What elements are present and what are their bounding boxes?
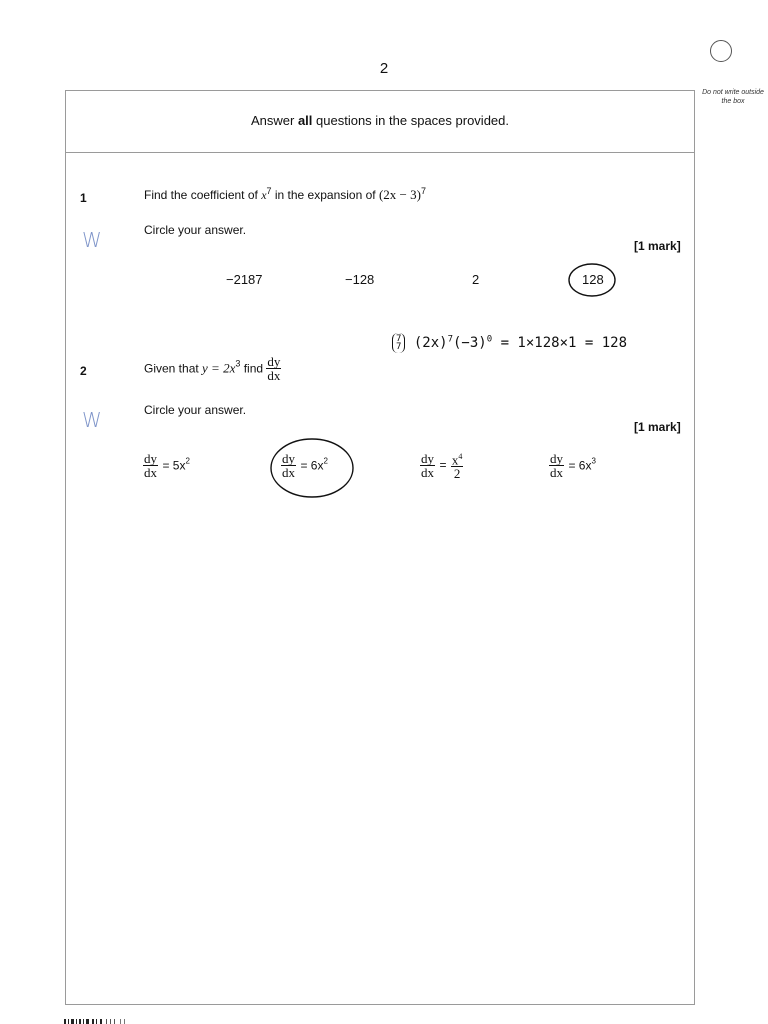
instruction-text-end: questions in the spaces provided.	[312, 113, 509, 128]
question-2-number: 2	[80, 364, 87, 378]
q1-option-a[interactable]: −2187	[226, 272, 263, 287]
q1-expression: (2x − 3)	[378, 187, 421, 202]
q1-variable: x	[261, 188, 267, 202]
q1-grader-mark: W	[82, 228, 102, 252]
question-1-number: 1	[80, 191, 87, 205]
q2-equation: y = 2x	[202, 360, 236, 376]
instructions	[65, 113, 695, 128]
binomial-top: 7	[396, 334, 402, 344]
q2-option-c[interactable]: $\frac{dy}{dx}$ = $\frac{x^4}{2}$	[421, 450, 463, 482]
q2-marks: [1 mark]	[634, 420, 681, 434]
q1-option-b[interactable]: −128	[345, 272, 375, 287]
q2-option-a[interactable]: $\frac{dy}{dx}$ = $5x^2$	[144, 451, 190, 480]
q1-answer-circle	[566, 261, 618, 299]
instruction-text-bold: all	[297, 113, 313, 128]
q2-circle-instruction: Circle your answer.	[144, 403, 247, 417]
q1-text-mid: in the expansion of	[271, 188, 379, 202]
question-2-text	[144, 355, 281, 382]
q1-option-d[interactable]: 128	[582, 272, 604, 287]
corner-circle-icon	[710, 40, 732, 62]
q2-answer-circle	[268, 436, 356, 500]
q1-circle-instruction: Circle your answer.	[144, 223, 247, 237]
q2-grader-mark: W	[82, 408, 102, 432]
instruction-text-start: Answer	[250, 113, 298, 128]
q1-option-c[interactable]: 2	[472, 272, 480, 287]
q1-handwritten-working: 7 7 $(2x)^7(-3)^0 = 1\times 128\times 1 = 128$	[392, 333, 627, 353]
q2-option-b[interactable]: $\frac{dy}{dx}$ = $6x^2$	[282, 451, 328, 480]
page-number: 2	[379, 60, 389, 77]
q1-marks: [1 mark]	[634, 239, 681, 253]
binomial-bottom: 7	[396, 342, 402, 352]
q2-text-prefix: Given that	[144, 361, 203, 376]
q1-variable-exponent: 7	[266, 186, 272, 196]
q2-equation-exponent: 3	[235, 358, 241, 369]
q1-expression-exponent: 7	[420, 186, 426, 196]
q2-derivative: $\frac{dy}{dx}$	[267, 354, 281, 383]
margin-note: Do not write outside the box	[702, 89, 764, 105]
question-1-text	[144, 186, 426, 203]
q1-text-prefix: Find the coefficient of	[144, 188, 262, 202]
q2-text-mid: find	[243, 361, 267, 376]
q2-option-d[interactable]: $\frac{dy}{dx}$ = $6x^3$	[550, 451, 596, 480]
barcode	[64, 1019, 134, 1024]
header-divider	[65, 152, 695, 153]
